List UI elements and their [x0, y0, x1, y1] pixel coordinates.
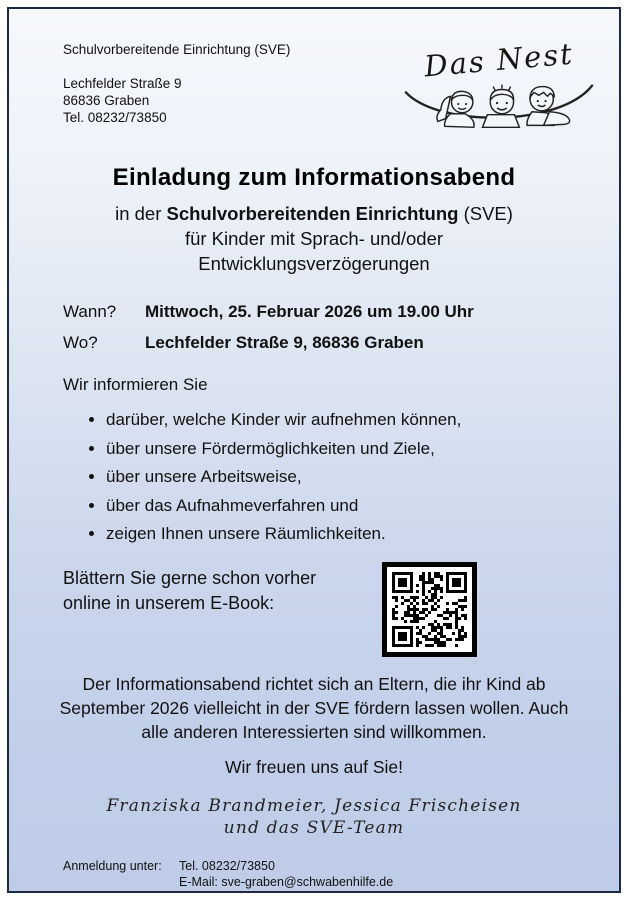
page-border-frame [7, 7, 621, 893]
subtitle-line-1: in der Schulvorbereitenden Einrichtung (SVE) [115, 203, 513, 224]
detail-when-value: Mittwoch, 25. Februar 2026 um 19.00 Uhr [145, 302, 474, 321]
signature [9, 795, 619, 839]
registration-footer [9, 858, 619, 890]
organization-name: Schulvorbereitende Einrichtung (SVE) [63, 42, 291, 57]
audience-paragraph: Der Informationsabend richtet sich an Eltern, die ihr Kind ab September 2026 vielleicht in der SVE fördern lassen wollen. Auch alle anderen Interessierten sind willkommen. [59, 674, 569, 742]
registration-phone: Tel. 08232/73850 [179, 859, 275, 873]
bullet-item: • darüber, welche Kinder wir aufnehmen können, [106, 408, 619, 431]
detail-where-label: Wo? [63, 333, 98, 352]
closing-line: Wir freuen uns auf Sie! [225, 757, 403, 777]
header [9, 36, 619, 142]
address-street: Lechfelder Straße 9 [63, 76, 182, 91]
das-nest-logo [393, 36, 619, 142]
bullet-item: • über das Aufnahmeverfahren und [106, 494, 619, 517]
qr-code-icon [382, 562, 477, 657]
subtitle-line-3: Entwicklungsverzögerungen [198, 253, 430, 274]
info-intro: Wir informieren Sie [63, 375, 208, 394]
detail-where-value: Lechfelder Straße 9, 86836 Graben [145, 333, 424, 352]
info-bullet-list [9, 408, 619, 545]
bullet-item: • zeigen Ihnen unsere Räumlichkeiten. [106, 522, 619, 545]
ebook-section [9, 562, 619, 657]
ebook-text [63, 562, 316, 616]
ebook-line-1: Blättern Sie gerne schon vorher [63, 568, 317, 588]
bullet-item: • über unsere Arbeitsweise, [106, 465, 619, 488]
address-city: 86836 Graben [63, 93, 150, 108]
detail-when [9, 302, 619, 322]
registration-contact [179, 858, 393, 890]
event-details [9, 302, 619, 353]
logo-title: Das Nest [422, 36, 576, 84]
subtitle-line-2: für Kinder mit Sprach- und/oder [184, 228, 444, 249]
ebook-line-2: online in unserem E-Book: [63, 593, 275, 613]
sender-address-block [9, 41, 290, 126]
subtitle [9, 201, 619, 276]
signature-team: und das SVE-Team [223, 818, 405, 838]
registration-label: Anmeldung unter: [63, 859, 162, 873]
signature-names: Franziska Brandmeier, Jessica Frischeisen [106, 796, 522, 816]
address-phone: Tel. 08232/73850 [63, 110, 167, 125]
registration-email: E-Mail: sve-graben@schwabenhilfe.de [179, 875, 394, 889]
page-title: Einladung zum Informationsabend [112, 164, 516, 191]
bullet-item: • über unsere Fördermöglichkeiten und Ziele, [106, 437, 619, 460]
detail-where [9, 333, 619, 353]
detail-when-label: Wann? [63, 302, 117, 321]
